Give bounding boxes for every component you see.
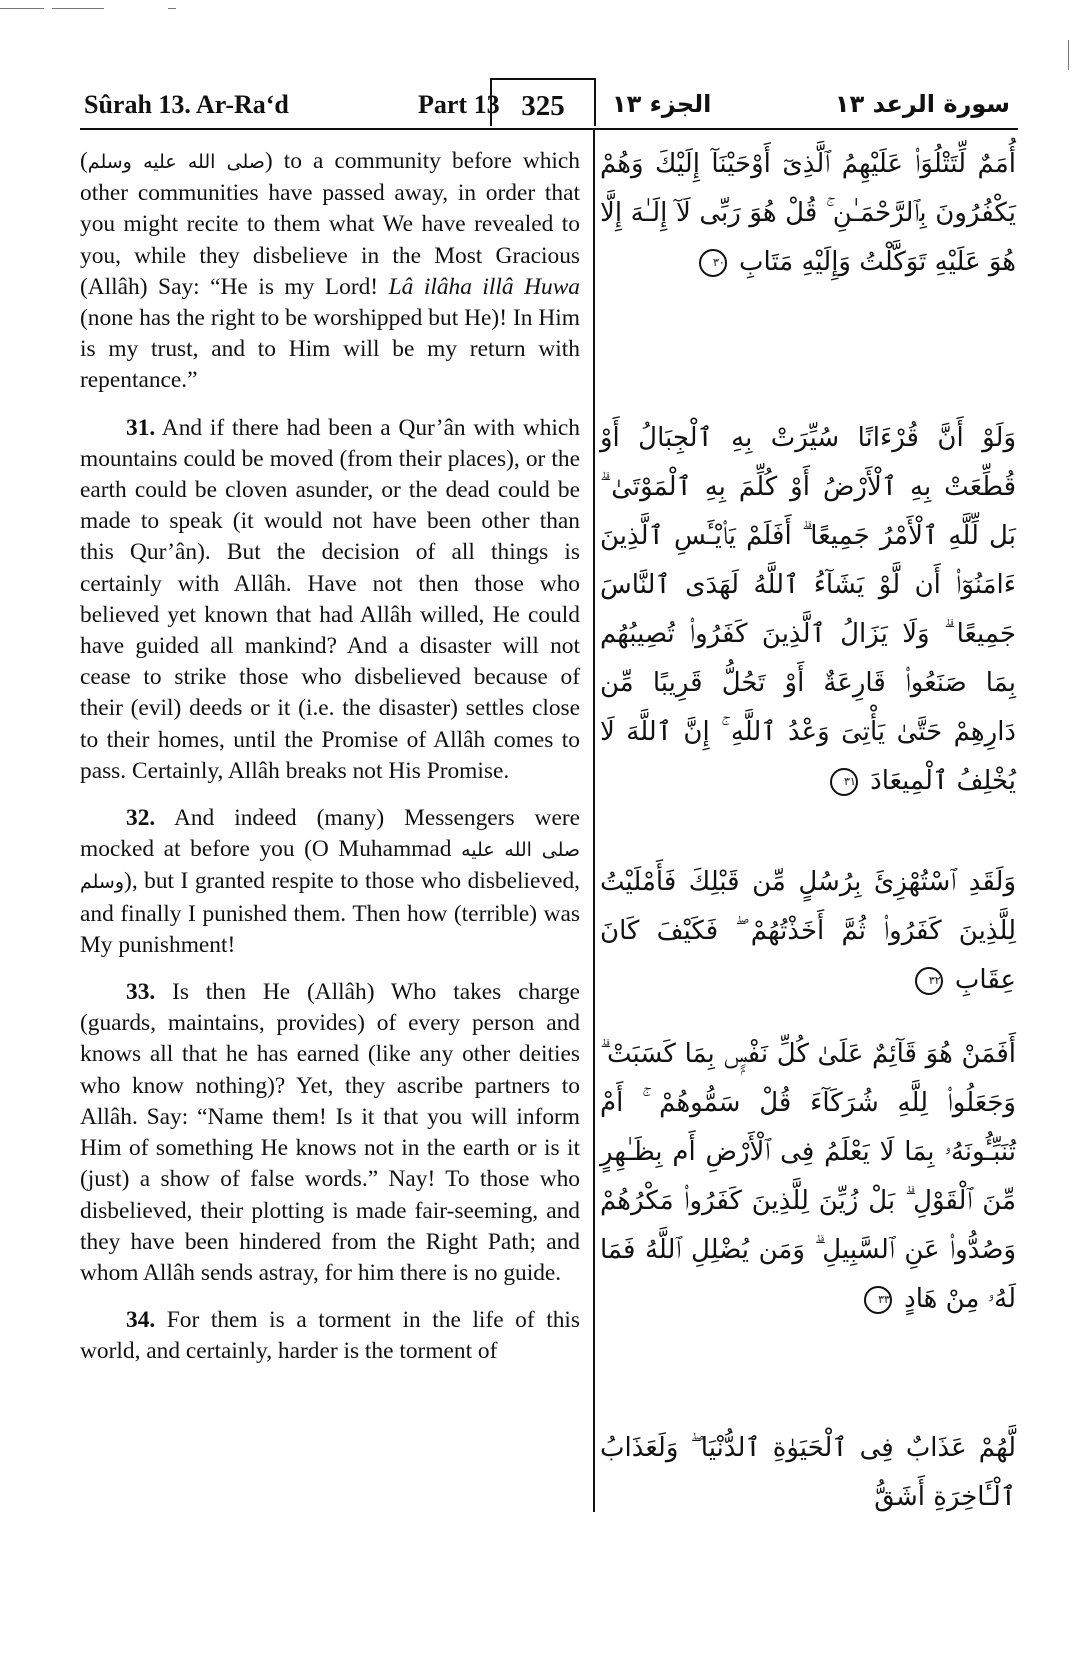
ayah-number-marker: ٣٣ xyxy=(864,1286,892,1314)
verse-34-translation: 34. For them is a torment in the life of this world, and certainly, harder is the torment of xyxy=(80,1307,580,1365)
italic-phrase: Lâ ilâha illâ Huwa xyxy=(388,273,581,300)
arabic-verse-30: أُمَمٌ لِّتَتْلُوَا۟ عَلَيْهِمُ ٱلَّذِىٓ أَوْحَيْنَآ إِلَيْكَ وَهُمْ يَكْفُرُونَ بِٱلرَّحْمَـٰنِ ۚ قُلْ هُوَ رَبِّى لَآ إِلَـٰهَ إِلَّا هُوَ عَلَيْهِ تَوَكَّلْتُ وَإِلَيْهِ مَتَابِ ٣٠ xyxy=(600,149,1016,277)
arabic-verse-32: وَلَقَدِ ٱسْتُهْزِئَ بِرُسُلٍ مِّن قَبْلِكَ فَأَمْلَيْتُ لِلَّذِينَ كَفَرُوا۟ ثُمَّ أَخَذْتُهُمْ ۖ فَكَيْفَ كَانَ عِقَابِ ٣٢ xyxy=(600,867,1016,995)
column-divider xyxy=(593,128,595,1512)
verse-30-translation: (صلى الله عليه وسلم) to a community before which other communities have passed away, in order that you might recite to them what We have revealed to you, while they disbelieve in the Most Gracious (Allâh) Say: “He is my Lord! Lâ ilâha illâ Huwa (none has the right to be worshipped but He)! In Him is my trust, and to Him will be my return with repentance.” xyxy=(80,148,581,394)
salutation-arabic: صلى الله عليه وسلم xyxy=(80,839,580,894)
verse-number: 33. xyxy=(126,979,156,1006)
salutation-arabic: صلى الله عليه وسلم xyxy=(87,151,265,173)
arabic-verse-34: لَّهُمْ عَذَابٌ فِى ٱلْحَيَوٰةِ ٱلدُّنْيَا ۖ وَلَعَذَابُ ٱلْـَٔاخِرَةِ أَشَقُّ xyxy=(600,1433,1016,1512)
part-label-en: Part 13 xyxy=(418,90,500,119)
scan-mark xyxy=(52,8,104,9)
surah-title-en: Sûrah 13. Ar-Ra‘d xyxy=(84,90,289,119)
ayah-number-marker: ٣١ xyxy=(830,768,858,796)
surah-title-ar: سورة الرعد ١٣ xyxy=(834,90,1010,118)
header-rule xyxy=(80,128,1018,130)
verse-number: 32. xyxy=(126,805,156,832)
verse-31-translation: 31. And if there had been a Qur’ân with which mountains could be moved (from their places), or the earth could be cloven asunder, or the dead could be made to speak (it would not have been other than this Qur’ân). But the decision of all things is certainly with Allâh. Have not then those who believed yet known that had Allâh willed, He could have guided all mankind? And a disaster will not cease to strike those who disbelieved because of their (evil) deeds or it (i.e. the disaster) settles close to their homes, until the Promise of Allâh comes to pass. Certainly, Allâh breaks not His Promise. xyxy=(80,414,580,784)
ayah-number-marker: ٣٠ xyxy=(699,249,727,277)
ayah-number-marker: ٣٢ xyxy=(915,967,943,995)
part-label-ar: الجزء ١٣ xyxy=(612,90,712,118)
english-translation-column xyxy=(80,146,580,1368)
scan-mark xyxy=(1068,40,1069,70)
verse-32-translation: 32. And indeed (many) Messengers were mocked at before you (O Muhammad صلى الله عليه وسلم), but I granted respite to those who disbelieved, and finally I punished them. Then how (terrible) was My punishment! xyxy=(80,805,580,958)
arabic-verse-33: أَفَمَنْ هُوَ قَآئِمٌ عَلَىٰ كُلِّ نَفْسٍۭ بِمَا كَسَبَتْ ۗ وَجَعَلُوا۟ لِلَّهِ شُرَكَآءَ قُلْ سَمُّوهُمْ ۚ أَمْ تُنَبِّـُٔونَهُۥ بِمَا لَا يَعْلَمُ فِى ٱلْأَرْضِ أَم بِظَـٰهِرٍ مِّنَ ٱلْقَوْلِ ۗ بَلْ زُيِّنَ لِلَّذِينَ كَفَرُوا۟ مَكْرُهُمْ وَصُدُّوا۟ عَنِ ٱلسَّبِيلِ ۗ وَمَن يُضْلِلِ ٱللَّهُ فَمَا لَهُۥ مِنْ هَادٍ ٣٣ xyxy=(600,1039,1016,1314)
verse-33-translation: 33. Is then He (Allâh) Who takes charge (guards, maintains, provides) of every person and knows all that he has earned (like any other deities who know nothing)? Yet, they ascribe partners to Allâh. Say: “Name them! Is it that you will inform Him of something He knows not in the earth or is it (just) a show of false words.” Nay! To those who disbelieved, their plotting is made fair-seeming, and they have been hindered from the Right Path; and whom Allâh sends astray, for him there is no guide. xyxy=(80,979,580,1286)
page-number: 325 xyxy=(490,78,596,126)
arabic-verse-31: وَلَوْ أَنَّ قُرْءَانًا سُيِّرَتْ بِهِ ٱلْجِبَالُ أَوْ قُطِّعَتْ بِهِ ٱلْأَرْضُ أَوْ كُلِّمَ بِهِ ٱلْمَوْتَىٰ ۗ بَل لِّلَّهِ ٱلْأَمْرُ جَمِيعًا ۗ أَفَلَمْ يَا۟يْـَٔسِ ٱلَّذِينَ ءَامَنُوٓا۟ أَن لَّوْ يَشَآءُ ٱللَّهُ لَهَدَى ٱلنَّاسَ جَمِيعًا ۗ وَلَا يَزَالُ ٱلَّذِينَ كَفَرُوا۟ تُصِيبُهُم بِمَا صَنَعُوا۟ قَارِعَةٌ أَوْ تَحُلُّ قَرِيبًا مِّن دَارِهِمْ حَتَّىٰ يَأْتِىَ وَعْدُ ٱللَّهِ ۚ إِنَّ ٱللَّهَ لَا يُخْلِفُ ٱلْمِيعَادَ ٣١ xyxy=(600,423,1016,796)
page-header xyxy=(80,76,1020,130)
scan-mark xyxy=(0,8,44,9)
verse-number: 31. xyxy=(126,414,156,441)
verse-number: 34. xyxy=(126,1307,156,1334)
scan-mark xyxy=(168,8,176,9)
